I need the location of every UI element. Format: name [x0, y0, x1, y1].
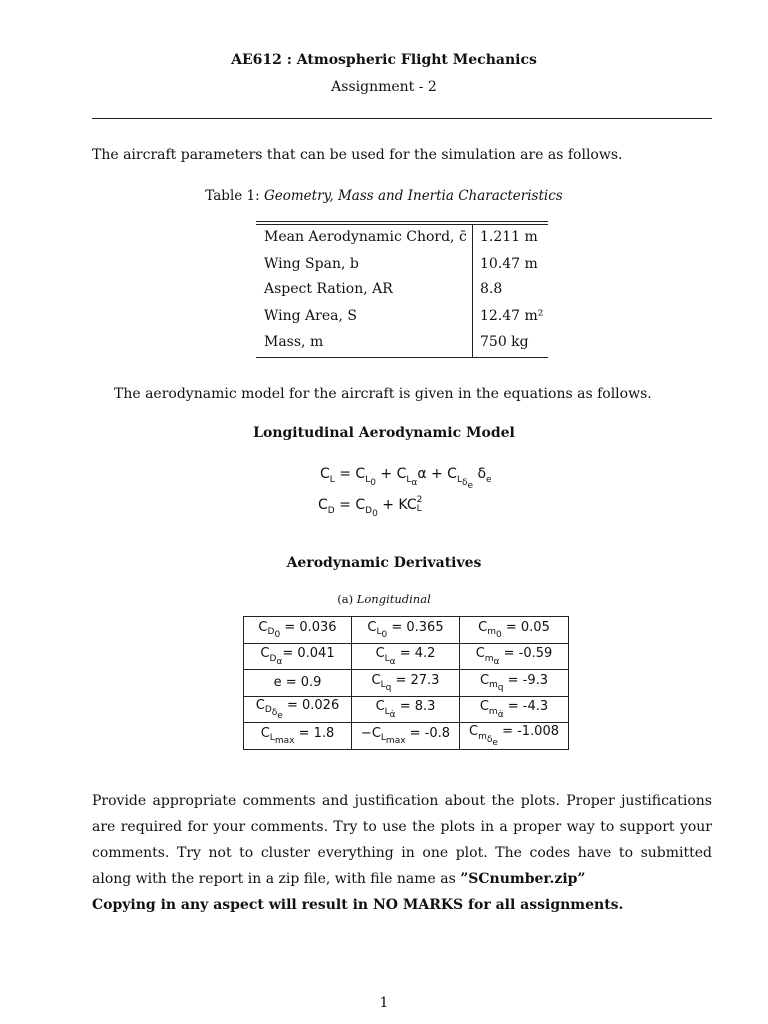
instructions-paragraph — [92, 788, 712, 918]
table-cell: $C_{L_\alpha} = 4.2$ — [352, 643, 460, 670]
derivatives-subcaption — [0, 592, 768, 606]
lift-equation: $C_L = C_{L_0} + C_{L_\alpha}\alpha + C_{L_{\delta_e}}$ $\delta_e$ — [320, 466, 492, 491]
document-subtitle: Assignment - 2 — [331, 79, 437, 95]
table-cell: $C_{m_{\alphȧ}} = -4.3$ — [460, 696, 569, 723]
table-row — [244, 643, 569, 670]
table1-param: Mass, m — [264, 334, 324, 350]
table1-value: 750 kg — [480, 334, 529, 350]
table-cell: $C_{D_\alpha}= 0.041$ — [244, 643, 352, 670]
derivatives-table — [243, 616, 569, 750]
table-cell: $C_{m_{\delta_e}} = -1.008$ — [460, 723, 569, 750]
table-cell: e = 0.9 — [244, 670, 352, 697]
table-row — [244, 723, 569, 750]
table-cell: $C_{D_0} = 0.036$ — [244, 617, 352, 644]
table-cell: $C_{m_\alpha} = -0.59$ — [460, 643, 569, 670]
table-row — [244, 670, 569, 697]
table1-value: 12.47 m² — [480, 308, 544, 324]
table-cell: $C_{L_q} = 27.3$ — [352, 670, 460, 697]
intro-paragraph: The aircraft parameters that can be used for the simulation are as follows. — [92, 147, 623, 163]
table1-value: 10.47 m — [480, 256, 538, 272]
table1-param: Wing Area, S — [264, 308, 357, 324]
longitudinal-model-heading: Longitudinal Aerodynamic Model — [253, 425, 515, 441]
table1-caption — [0, 188, 768, 204]
table-row — [244, 617, 569, 644]
table1-value: 1.211 m — [480, 229, 538, 245]
table1-value: 8.8 — [480, 281, 503, 297]
table1-title: Geometry, Mass and Inertia Characteristics — [263, 188, 563, 204]
table-cell: $C_{L_{max}} = 1.8$ — [244, 723, 352, 750]
table-cell: $-C_{L_{max}} = -0.8$ — [352, 723, 460, 750]
table1-label: Table 1: — [205, 188, 260, 204]
page-number: 1 — [379, 995, 389, 1011]
table-cell: $C_{L_{\alphȧ}} = 8.3$ — [352, 696, 460, 723]
derivatives-heading: Aerodynamic Derivatives — [286, 555, 482, 571]
table1-top-rule — [256, 221, 548, 222]
table1-top-rule-2 — [256, 224, 548, 225]
plagiarism-warning: Copying in any aspect will result in NO MARKS for all assignments. — [92, 897, 624, 913]
derivatives-subcaption-title: Longitudinal — [356, 592, 431, 606]
drag-equation: $C_D = C_{D_0} + KC2$ L — [318, 495, 423, 519]
document-title: AE612 : Atmospheric Flight Mechanics — [231, 52, 537, 68]
table1-bottom-rule — [256, 357, 548, 358]
table-row — [244, 696, 569, 723]
table1-param: Wing Span, b — [264, 256, 359, 272]
table1-column-divider — [472, 225, 473, 357]
table-cell: $C_{D_{\delta_e}} = 0.026$ — [244, 696, 352, 723]
table-cell: $C_{L_0} = 0.365$ — [352, 617, 460, 644]
table1-param: Aspect Ration, AR — [264, 281, 393, 297]
zip-filename: ”SCnumber.zip” — [460, 871, 586, 887]
header-rule — [92, 118, 712, 119]
derivatives-subcaption-label: (a) — [337, 592, 354, 606]
instructions-text: Provide appropriate comments and justification about the plots. Proper justifications are required for your comments. Try to use the plots in a proper way to support your comments. Try not to cluster everything in one plot. The codes have to submitted along with the report in a zip file, with file name as — [92, 793, 712, 887]
table-cell: $C_{m_0} = 0.05$ — [460, 617, 569, 644]
table1-param: Mean Aerodynamic Chord, c̄ — [264, 229, 467, 245]
table-cell: $C_{m_q} = -9.3$ — [460, 670, 569, 697]
aero-intro-paragraph: The aerodynamic model for the aircraft is given in the equations as follows. — [114, 386, 652, 402]
